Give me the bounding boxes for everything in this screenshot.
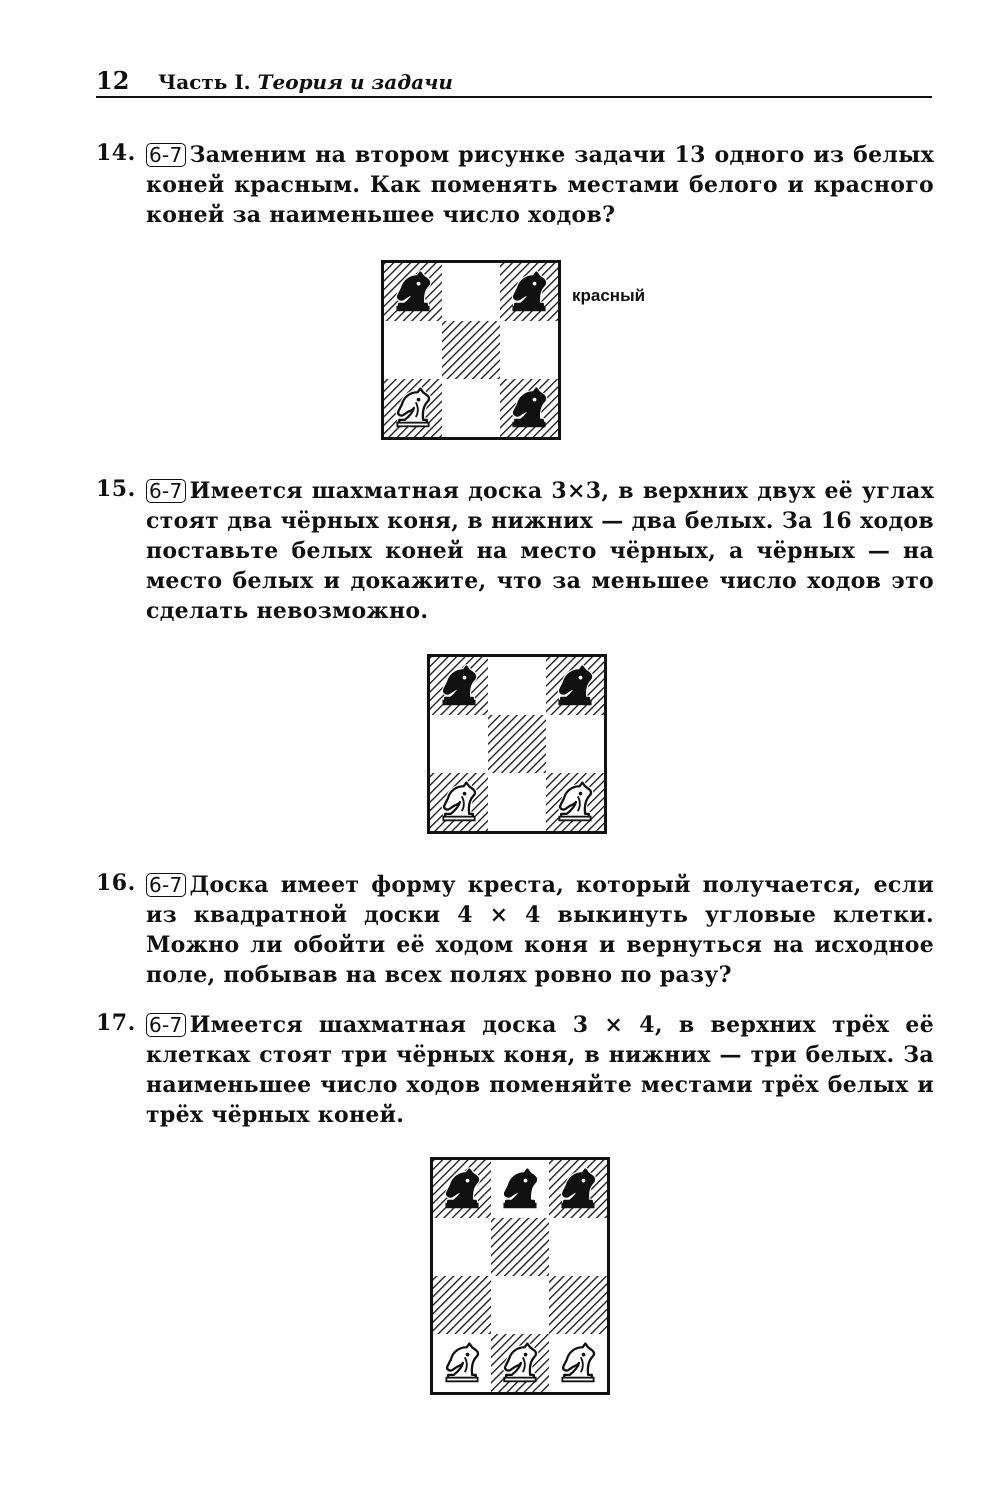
chessboard-15 <box>427 654 607 834</box>
problem-body: Доска имеет форму креста, который получается, если из квадратной доски 4 × 4 выкинуть угловые клетки. Можно ли обойти её ходом коня и вернуться на исходное поле, побывав на всех полях ровно по разу? <box>146 872 934 988</box>
board-svg <box>384 263 558 437</box>
board-svg <box>433 1160 607 1392</box>
light-square <box>488 773 546 831</box>
part-title: Теория и задачи <box>257 70 453 94</box>
light-square <box>442 379 500 437</box>
light-square <box>500 321 558 379</box>
light-square <box>442 263 500 321</box>
light-square <box>433 1218 491 1276</box>
problem-text <box>146 476 934 626</box>
light-square <box>546 715 604 773</box>
problem-number: 15. <box>96 476 136 502</box>
grade-badge: 6-7 <box>146 873 186 897</box>
light-square <box>430 715 488 773</box>
running-header <box>96 64 932 98</box>
dark-square <box>433 1276 491 1334</box>
page-number: 12 <box>96 66 130 95</box>
problem-number: 17. <box>96 1010 136 1036</box>
problem-number: 14. <box>96 140 136 166</box>
grade-badge: 6-7 <box>146 143 186 167</box>
problem-body: Имеется шахматная доска 3×3, в верхних двух её углах стоят два чёрных коня, в нижних — два белых. За 16 ходов поставьте белых коней на место чёрных, а чёрных — на место белых и докажите, что за меньшее число ходов это сделать невозможно. <box>146 478 934 624</box>
red-knight-label: красный <box>572 286 646 305</box>
problem-text <box>146 870 934 990</box>
chessboard-17 <box>430 1157 610 1395</box>
part-label: Часть I. <box>158 70 251 94</box>
problem-body: Имеется шахматная доска 3 × 4, в верхних трёх её клетках стоят три чёрных коня, в нижних — три белых. За наименьшее число ходов поменяйте местами трёх белых и трёх чёрных коней. <box>146 1012 934 1128</box>
light-square <box>491 1276 549 1334</box>
dark-square <box>549 1276 607 1334</box>
dark-square <box>442 321 500 379</box>
light-square <box>384 321 442 379</box>
problem-text <box>146 140 934 230</box>
dark-square <box>488 715 546 773</box>
problem-number: 16. <box>96 870 136 896</box>
board-svg <box>430 657 604 831</box>
problem-body: Заменим на втором рисунке задачи 13 одного из белых коней красным. Как поменять местами белого и красного коней за наименьшее число ходов? <box>146 142 934 228</box>
light-square <box>549 1218 607 1276</box>
dark-square <box>491 1218 549 1276</box>
problem-text <box>146 1010 934 1130</box>
chessboard-14 <box>381 260 561 440</box>
running-title <box>158 70 453 94</box>
light-square <box>488 657 546 715</box>
grade-badge: 6-7 <box>146 479 186 503</box>
grade-badge: 6-7 <box>146 1013 186 1037</box>
